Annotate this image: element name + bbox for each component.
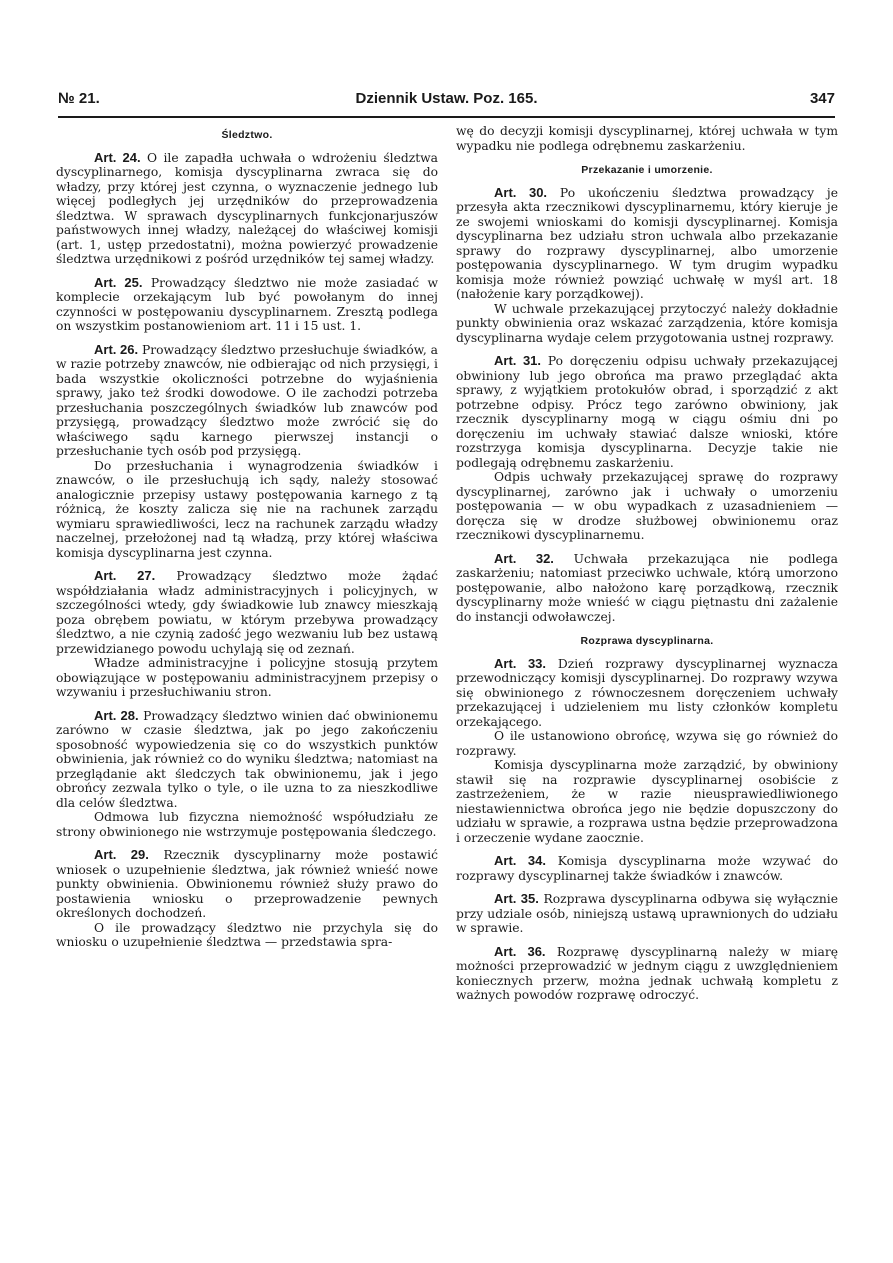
article-label: Art. 36. bbox=[494, 943, 546, 959]
left-column bbox=[56, 124, 438, 950]
page-number: 347 bbox=[809, 90, 835, 107]
article-29-paragraph-2: O ile prowadzący śledztwo nie przychyla się do wniosku o uzupełnienie śledztwa — przedstawia spra- bbox=[56, 920, 438, 949]
article-label: Art. 35. bbox=[494, 891, 539, 906]
article-31-paragraph-2: Odpis uchwały przekazującej sprawę do rozprawy dyscyplinarnej, zarówno jak i uchwały o umorzeniu postępowania — w obu wypadkach z uzasadnieniem — doręcza się w drodze służbowej obwinionemu oraz rzecznikowi dyscyplinarnemu. bbox=[456, 470, 838, 542]
article-label: Art. 24. bbox=[94, 149, 141, 165]
article-31 bbox=[456, 354, 838, 470]
article-32 bbox=[456, 552, 838, 625]
article-label: Art. 27. bbox=[94, 568, 156, 583]
article-text: Prowadzący śledztwo winien dać obwinionemu zarówno w czasie śledztwa, jak po jego zakończeniu sposobność wypowiedzenia się co do wszystkich punktów obwinienia, jak również co do wyniku śledztwa; natomiast na przeglądanie akt śledczych tak obwinionemu, jak i jego obrońcy zezwala tylko o tyle, o ile uzna to za nieszkodliwe dla celów śledztwa. bbox=[56, 708, 438, 810]
article-label: Art. 25. bbox=[94, 274, 143, 290]
article-33-paragraph-2: O ile ustanowiono obrońcę, wzywa się go również do rozprawy. bbox=[456, 729, 838, 758]
right-column bbox=[456, 124, 838, 1003]
article-27-paragraph-2: Władze administracyjne i policyjne stosują przytem obowiązujące w postępowaniu administracyjnem przepisy o wzywaniu i przesłuchiwaniu stron. bbox=[56, 656, 438, 699]
article-label: Art. 34. bbox=[494, 853, 546, 868]
article-label: Art. 32. bbox=[494, 550, 554, 566]
article-label: Art. 30. bbox=[494, 184, 548, 200]
article-25 bbox=[56, 276, 438, 334]
article-35 bbox=[456, 892, 838, 936]
article-label: Art. 28. bbox=[94, 707, 139, 723]
journal-title: Dziennik Ustaw. Poz. 165. bbox=[355, 90, 538, 107]
page-header bbox=[58, 90, 835, 114]
section-heading-sledztwo: Śledztwo. bbox=[221, 129, 273, 141]
continued-text: wę do decyzji komisji dyscyplinarnej, której uchwała w tym wypadku nie podlega odrębnemu zaskarżeniu. bbox=[456, 124, 838, 153]
article-33-paragraph-3: Komisja dyscyplinarna może zarządzić, by obwiniony stawił się na rozprawie dyscyplinarnej osobiście z zastrzeżeniem, że w razie nieusprawiedliwionego niestawiennictwa obrońca jego nie będzie dopuszczony do udziału w sprawie, a rozprawa ustna będzie przeprowadzona i orzeczenie wydane zaocznie. bbox=[456, 758, 838, 845]
article-text: O ile zapadła uchwała o wdrożeniu śledztwa dyscyplinarnego, komisja dyscyplinarna zwraca się do władzy, przy której jest czynna, o wyznaczenie jednego lub więcej podległych jej urzędników do przeprowadzenia śledztwa. W sprawach dyscyplinarnych funkcjonarjuszów państwowych innej władzy, należącej do właściwej komisji (art. 1, ustęp przedostatni), można powierzyć prowadzenie śledztwa urzędnikowi z pośród urzędników tej samej władzy. bbox=[56, 150, 438, 266]
article-33 bbox=[456, 657, 838, 730]
article-text: Dzień rozprawy dyscyplinarnej wyznacza przewodniczący komisji dyscyplinarnej. Do rozprawy wzywa się obwinionego z równoczesnem doręczeniem uchwały przekazującej i udzieleniem mu listy członków kompletu orzekającego. bbox=[456, 656, 838, 729]
article-text: Uchwała przekazująca nie podlega zaskarżeniu; natomiast przeciwko uchwale, którą umorzono postępowanie, albo nałożono karę porządkową, rzecznik dyscyplinarny może wnieść w ciągu piętnastu dni zażalenie do instancji odwoławczej. bbox=[456, 551, 838, 624]
article-30-paragraph-2: W uchwale przekazującej przytoczyć należy dokładnie punkty obwinienia oraz wskazać zarządzenia, które komisja dyscyplinarna wydaje celem przygotowania ustnej rozprawy. bbox=[456, 301, 838, 345]
article-text: Prowadzący śledztwo może żądać współdziałania władz administracyjnych i policyjnych, w szczególności wtedy, gdy świadkowie lub znawcy mieszkają poza obrębem powiatu, w którym przebywa prowadzący śledztwo, a nie czynią zadość jego wezwaniu lub bez ustawą przewidzianego powodu uchylają się od zeznań. bbox=[56, 569, 438, 656]
article-label: Art. 31. bbox=[494, 353, 542, 368]
article-label: Art. 33. bbox=[494, 655, 547, 671]
article-30 bbox=[456, 186, 838, 302]
article-text: Po doręczeniu odpisu uchwały przekazującej obwiniony lub jego obrońca ma prawo przeglądać akta sprawy, z wyjątkiem protokułów obrad, i sporządzić z akt potrzebne odpisy. Prócz tego zarówno obwiniony, jak rzecznik dyscyplinarny mogą w ciągu ośmiu dni po doręczeniu im uchwały stawiać dalsze wnioski, które rozstrzyga komisja dyscyplinarna. Decyzje takie nie podlegają odrębnemu zaskarżeniu. bbox=[456, 354, 838, 470]
article-27 bbox=[56, 569, 438, 656]
article-text: Prowadzący śledztwo przesłuchuje świadków, a w razie potrzeby znawców, nie odbierając od nich przysięgi, i bada wszystkie okoliczności potrzebne do wyjaśnienia sprawy, jako też środki dowodowe. O ile zachodzi potrzeba przesłuchania poszczególnych świadków lub znawców pod przysięgą, prowadzący śledztwo może zwrócić się do właściwego sądu karnego pierwszej instancji o przesłuchanie tych osób pod przysięgą. bbox=[56, 342, 438, 458]
article-26-paragraph-2: Do przesłuchania i wynagrodzenia świadków i znawców, o ile przesłuchują ich sądy, należy stosować analogicznie przepisy ustawy postępowania karnego z tą różnicą, że koszty zalicza się nie na rachunek zarządu wymiaru sprawiedliwości, lecz na rachunek zarządu władzy naczelnej, przełożonej nad tą władzą, przy której właściwa komisja dyscyplinarna jest czynna. bbox=[56, 458, 438, 560]
header-rule bbox=[58, 116, 835, 118]
article-28 bbox=[56, 709, 438, 811]
section-heading-rozprawa: Rozprawa dyscyplinarna. bbox=[580, 635, 714, 647]
article-34 bbox=[456, 854, 838, 883]
article-text: Komisja dyscyplinarna może wzywać do rozprawy dyscyplinarnej także świadków i znawców. bbox=[456, 854, 838, 883]
article-36 bbox=[456, 945, 838, 1003]
article-29 bbox=[56, 848, 438, 921]
article-label: Art. 26. bbox=[94, 341, 139, 357]
article-text: Prowadzący śledztwo nie może zasiadać w komplecie orzekającym lub być powołanym do innej czynności w postępowaniu dyscyplinarnem. Zresztą podlega on wszystkim postanowieniom art. 11 i 15 ust. 1. bbox=[56, 275, 438, 333]
article-26 bbox=[56, 343, 438, 459]
article-label: Art. 29. bbox=[94, 847, 149, 862]
article-text: Rzecznik dyscyplinarny może postawić wniosek o uzupełnienie śledztwa, jak również wnieść nowe punkty obwinienia. Obwinionemu również służy prawo do postawienia wniosku o przeprowadzenie pewnych określonych dochodzeń. bbox=[56, 848, 438, 920]
article-text: Rozprawę dyscyplinarną należy w miarę możności przeprowadzić w jednym ciągu z uwzględnieniem koniecznych przerw, można jednak uchwałą kompletu z ważnych powodów rozprawę odroczyć. bbox=[456, 944, 838, 1002]
article-text: Po ukończeniu śledztwa prowadzący je przesyła akta rzecznikowi dyscyplinarnemu, który kieruje je ze swojemi wnioskami do komisji dyscyplinarnej. Komisja dyscyplinarna bez udziału stron uchwala albo przekazanie sprawy do rozprawy dyscyplinarnej, albo umorzenie postępowania dyscyplinarnego. W tym drugim wypadku komisja może również powziąć uchwałę w myśl art. 18 (nałożenie kary porządkowej). bbox=[456, 185, 838, 301]
article-24 bbox=[56, 151, 438, 267]
section-heading-przekazanie: Przekazanie i umorzenie. bbox=[581, 164, 713, 176]
article-text: Rozprawa dyscyplinarna odbywa się wyłącznie przy udziale osób, niniejszą ustawą uprawnionych do udziału w sprawie. bbox=[456, 892, 838, 935]
article-28-paragraph-2: Odmowa lub fizyczna niemożność współudziału ze strony obwinionego nie wstrzymuje postępowania śledczego. bbox=[56, 810, 438, 839]
issue-number: № 21. bbox=[58, 90, 100, 107]
